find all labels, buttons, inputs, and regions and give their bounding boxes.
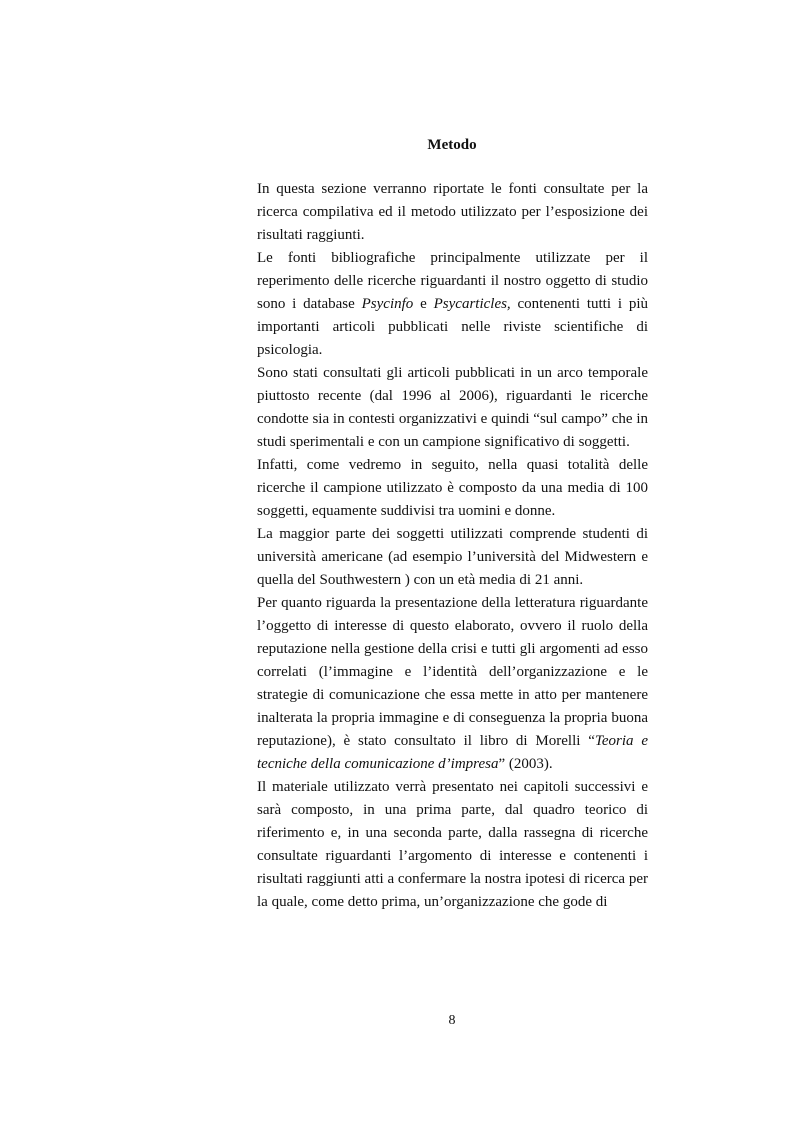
page-title: Metodo (427, 137, 477, 153)
paragraph-sample: Infatti, come vedremo in seguito, nella quasi totalità delle ricerche il campione utilizzato è composto da una media di 100 soggetti, equamente suddivisi tra uomini e donne. (257, 457, 648, 519)
book-title: Teoria e tecniche della comunicazione d’impresa (257, 733, 648, 772)
body-text (257, 178, 648, 914)
paragraph-sources: Le fonti bibliografiche principalmente utilizzate per il reperimento delle ricerche riguardanti il nostro oggetto di studio sono i database Psycinfo e Psycarticles, contenenti tutti i più importanti articoli pubblicati nelle riviste scientifiche di psicologia. (257, 250, 648, 358)
paragraph-time-range: Sono stati consultati gli articoli pubblicati in un arco temporale piuttosto recente (dal 1996 al 2006), riguardanti le ricerche condotte sia in contesti organizzativi e quindi “sul campo” che in studi sperimentali e con un campione significativo di soggetti. (257, 365, 648, 450)
page-number: 8 (448, 1013, 456, 1028)
paragraph-subjects: La maggior parte dei soggetti utilizzati comprende studenti di università americane (ad esempio l’università del Midwestern e quella del Southwestern ) con un età media di 21 anni. (257, 526, 648, 588)
database-name-psycinfo: Psycinfo (361, 296, 414, 312)
paragraph-material: Il materiale utilizzato verrà presentato nei capitoli successivi e sarà composto, in una prima parte, dal quadro teorico di riferimento e, in una seconda parte, dalla rassegna di ricerche consultate riguardanti l’argomento di interesse e contenenti i risultati raggiunti atti a confermare la nostra ipotesi di ricerca per la quale, come detto prima, un’organizzazione che gode di (257, 779, 648, 910)
paragraph-intro: In questa sezione verranno riportate le fonti consultate per la ricerca compilativa ed il metodo utilizzato per l’esposizione dei risultati raggiunti. (257, 181, 648, 243)
paragraph-literature: Per quanto riguarda la presentazione della letteratura riguardante l’oggetto di interesse di questo elaborato, ovvero il ruolo della reputazione nella gestione della crisi e tutti gli argomenti ad esso correlati (l’immagine e l’identità dell’organizzazione e le strategie di comunicazione che essa mette in atto per mantenere inalterata la propria immagine e di conseguenza la propria buona reputazione), è stato consultato il libro di Morelli “Teoria e tecniche della comunicazione d’impresa” (2003). (257, 595, 648, 772)
database-name-psycarticles: Psycarticles, (433, 296, 511, 312)
